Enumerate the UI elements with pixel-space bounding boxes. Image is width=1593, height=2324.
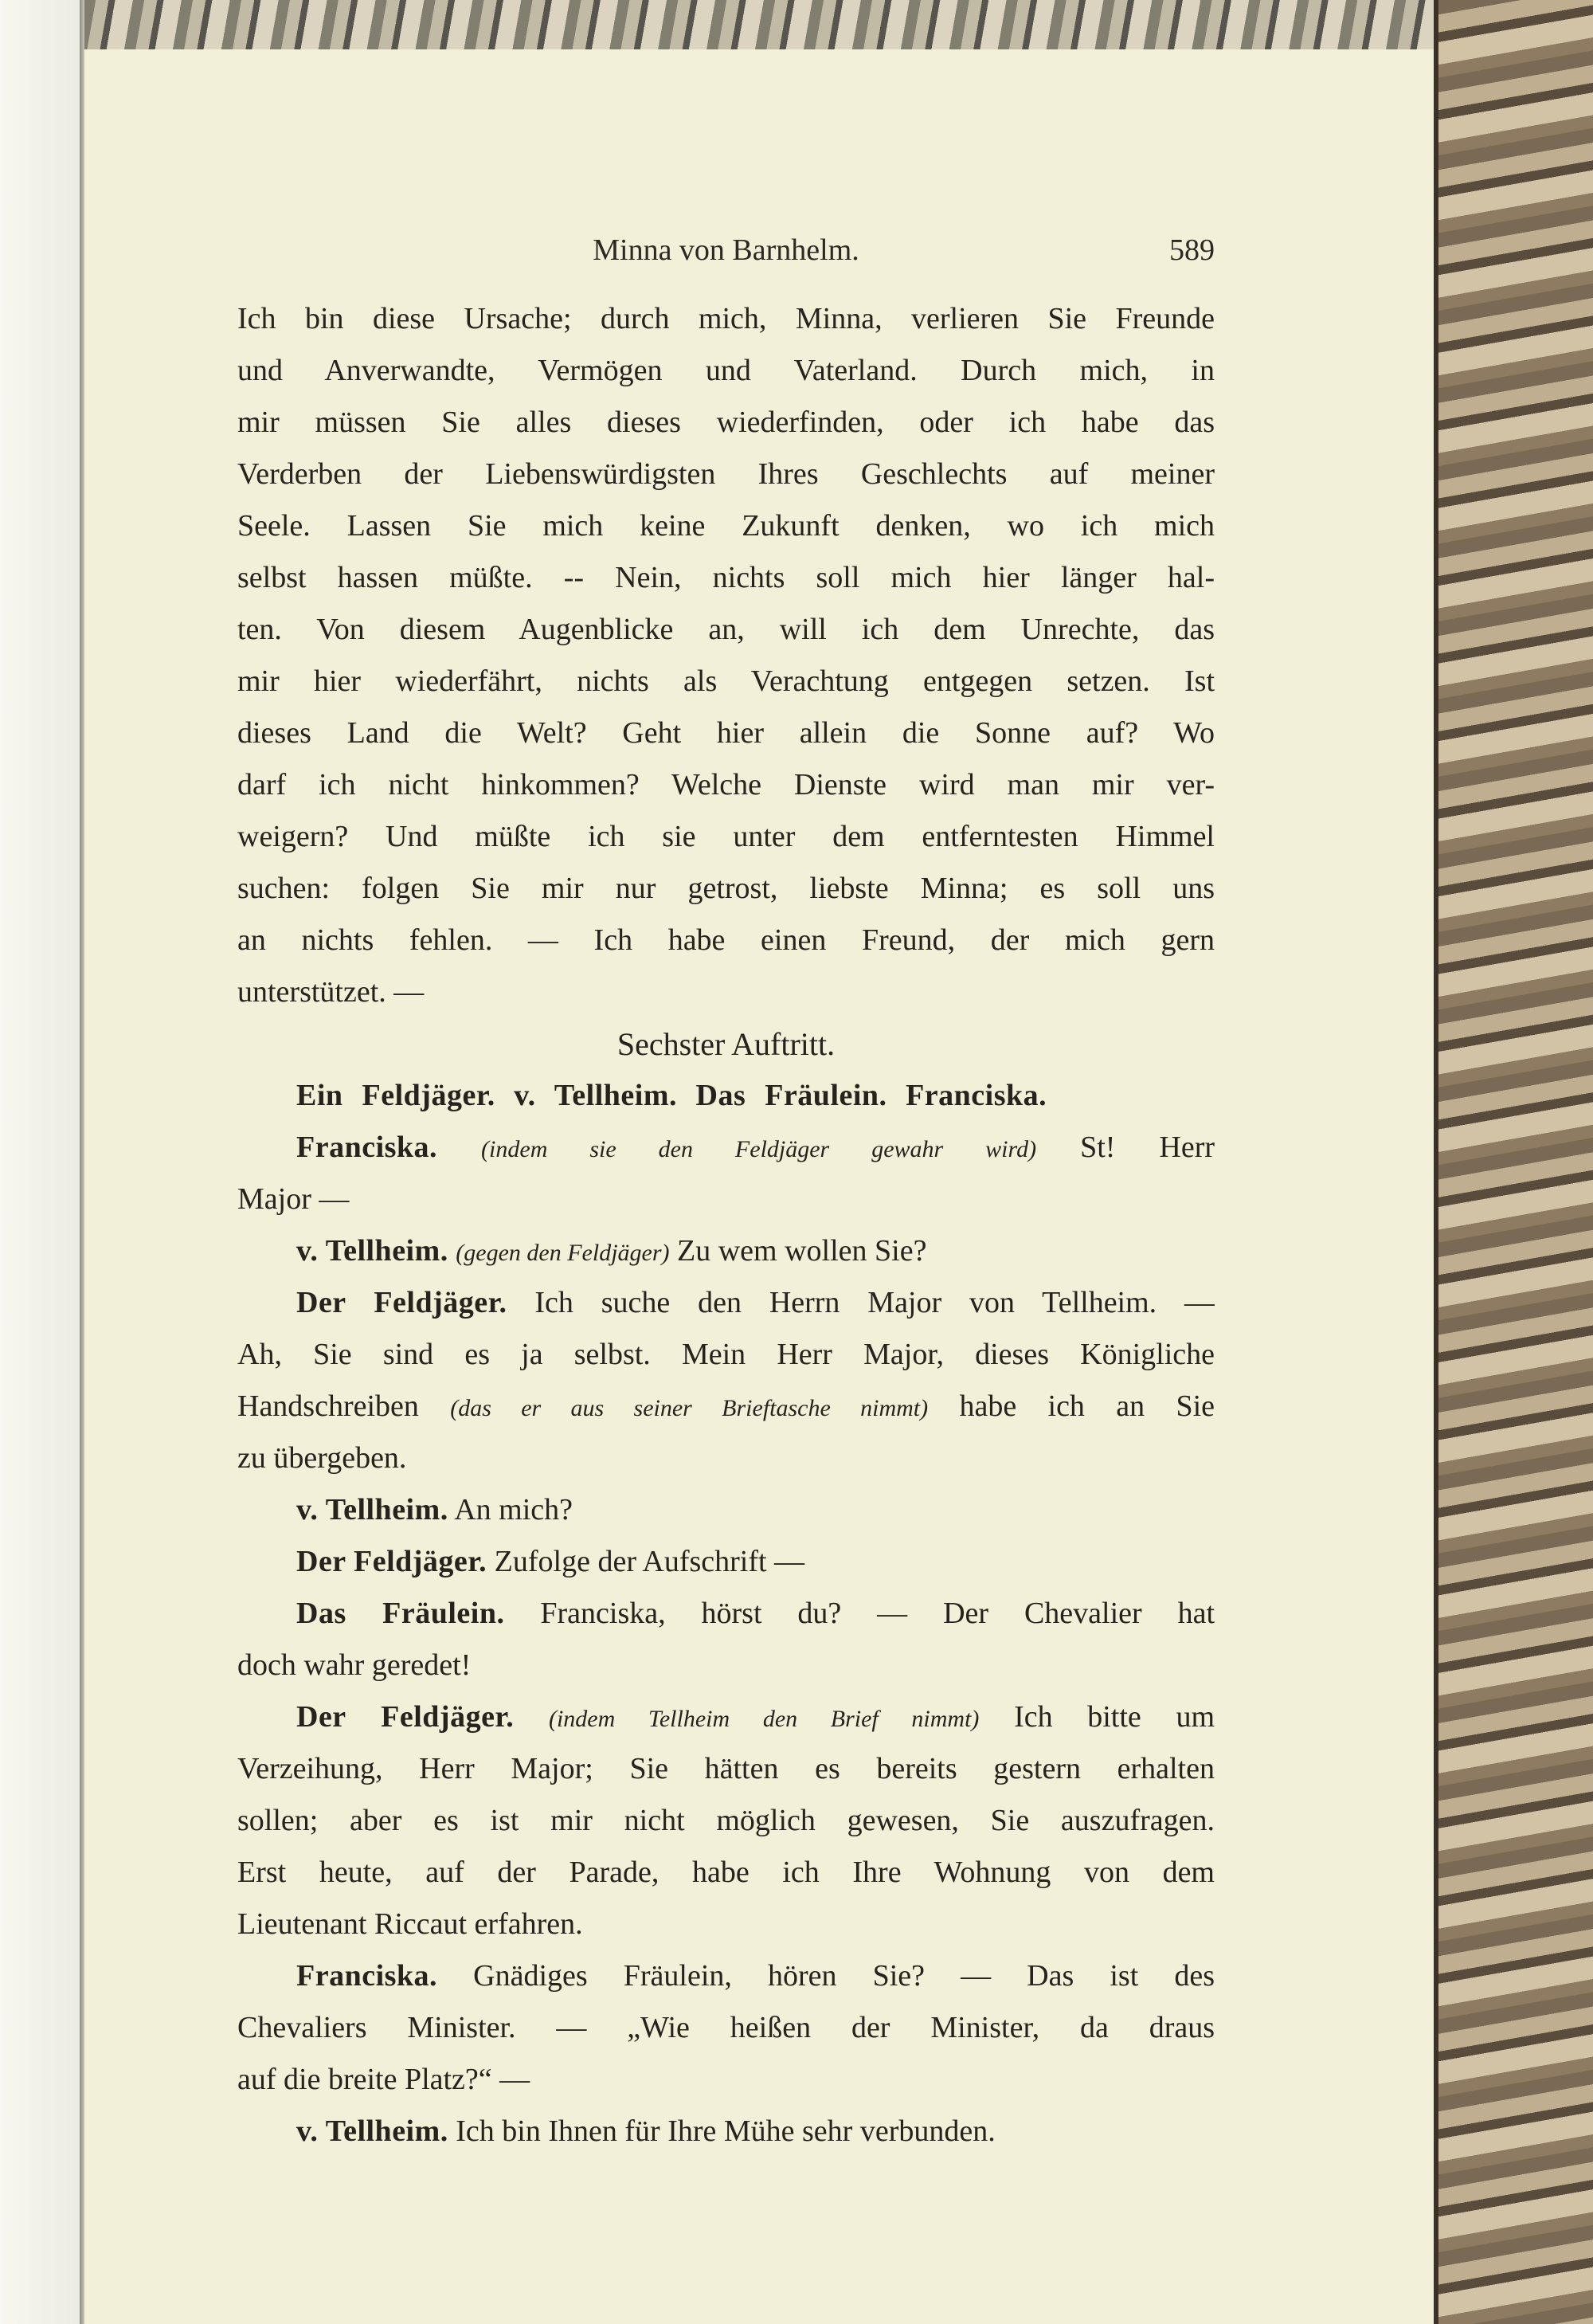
text-line [237,1950,1215,2002]
cast-list [237,1070,1215,1122]
speaker-name: Ein Feldjäger. [296,1079,495,1112]
line-text: Major — [237,1182,350,1216]
line-text: doch wahr geredet! [237,1648,472,1682]
text-line [237,915,1215,966]
text-line [237,552,1215,604]
speaker-name: Das Fräulein. [296,1597,505,1630]
text-line [237,293,1215,345]
speech [237,1691,1215,1950]
speech [237,1225,1215,1277]
scene-heading [237,1018,1215,1070]
speaker-name: Der Feldjäger. [296,1700,515,1734]
text-line [237,500,1215,552]
text-line [237,1277,1215,1329]
marbled-cover [1438,0,1593,2324]
speaker-name: v. Tellheim. [296,2114,448,2148]
text-line [237,449,1215,500]
speaker-name: Der Feldjäger. [296,1286,507,1319]
line-text: unterstützet. — [237,975,425,1009]
line-text: Zufolge der Aufschrift — [494,1545,805,1578]
line-text: Verzeihung, Herr Major; Sie hätten es bereits gestern erhalten [237,1752,1215,1785]
text-line [237,1795,1215,1847]
text-line [237,1432,1215,1484]
line-text: mir müssen Sie alles dieses wiederfinden, oder ich habe das [237,406,1215,439]
speaker-name: v. Tellheim. [514,1079,677,1112]
text-line [237,1588,1215,1640]
line-text: Ich bitte um [1014,1700,1215,1734]
stage-direction: (indem sie den Feldjäger gewahr wird) [481,1136,1037,1162]
text-line [237,1484,1215,1536]
text-line [237,966,1215,1018]
line-text: auf die breite Platz?“ — [237,2063,530,2096]
text-line [237,345,1215,397]
speech [237,1950,1215,2106]
speech [237,1588,1215,1691]
text-line [237,2106,1215,2157]
text-line [237,397,1215,449]
speech [237,1484,1215,1536]
text-line [237,1174,1215,1225]
speech [237,1277,1215,1484]
speech [237,1536,1215,1588]
speaker-name: Franciska. [296,1131,438,1164]
line-text: Erst heute, auf der Parade, habe ich Ihre Wohnung von dem [237,1856,1215,1889]
speaker-name: v. Tellheim. [296,1493,448,1526]
line-text: darf ich nicht hinkommen? Welche Dienste wird man mir ver- [237,768,1215,801]
line-text: St! Herr [1080,1131,1215,1164]
line-text: habe ich an Sie [959,1389,1215,1423]
paragraph [237,293,1215,1018]
line-text: weigern? Und müßte ich sie unter dem entferntesten Himmel [237,820,1215,853]
facing-page-edge [0,0,84,2324]
line-text: und Anverwandte, Vermögen und Vaterland. Durch mich, in [237,354,1215,387]
speaker-name: Franciska. [296,1959,438,1993]
running-head [237,233,1215,280]
text-line [237,811,1215,863]
line-text: mir hier wiederfährt, nichts als Verachtung entgegen setzen. Ist [237,664,1215,698]
stage-direction: (indem Tellheim den Brief nimmt) [548,1706,980,1732]
line-text: Seele. Lassen Sie mich keine Zukunft denken, wo ich mich [237,509,1215,543]
line-text: Zu wem wollen Sie? [677,1234,927,1268]
text-line [237,1070,1215,1122]
line-text: sollen; aber es ist mir nicht möglich gewesen, Sie auszufragen. [237,1804,1215,1837]
speech [237,2106,1215,2157]
line-text: Lieutenant Riccaut erfahren. [237,1907,583,1941]
text-line [237,1743,1215,1795]
speaker-name: Das Fräulein. [695,1079,887,1112]
text-line [237,2054,1215,2106]
text-line [237,2002,1215,2054]
text-line [237,656,1215,707]
text-line [237,759,1215,811]
running-title: Minna von Barnhelm. [593,233,859,267]
text-line [237,1122,1215,1174]
line-text: dieses Land die Welt? Geht hier allein die Sonne auf? Wo [237,716,1215,750]
line-text: suchen: folgen Sie mir nur getrost, liebste Minna; es soll uns [237,872,1215,905]
text-line [237,1691,1215,1743]
line-text: An mich? [454,1493,573,1526]
speaker-name: Franciska. [906,1079,1047,1112]
text-line [237,1329,1215,1381]
line-text: selbst hassen müßte. -- Nein, nichts soll mich hier länger hal- [237,561,1215,594]
line-text: zu übergeben. [237,1441,407,1475]
marbled-top-edge [84,0,1593,49]
line-text: Franciska, hörst du? — Der Chevalier hat [540,1597,1215,1630]
stage-direction: (gegen den Feldjäger) [456,1240,670,1266]
line-text: Handschreiben [237,1389,419,1423]
line-text: Ah, Sie sind es ja selbst. Mein Herr Major, dieses Königliche [237,1338,1215,1371]
line-text: Chevaliers Minister. — „Wie heißen der Minister, da draus [237,2011,1215,2044]
line-text: Sechster Auftritt. [616,1026,836,1062]
line-text: Ich bin Ihnen für Ihre Mühe sehr verbunden. [456,2114,996,2148]
text-line [237,1640,1215,1691]
text-line [237,1018,1215,1070]
line-text: Gnädiges Fräulein, hören Sie? — Das ist des [473,1959,1215,1993]
line-text: Verderben der Liebenswürdigsten Ihres Geschlechts auf meiner [237,457,1215,491]
text-line [237,863,1215,915]
speaker-name: v. Tellheim. [296,1234,448,1268]
line-text: Ich suche den Herrn Major von Tellheim. — [534,1286,1215,1319]
text-line [237,1381,1215,1432]
text-line [237,1847,1215,1899]
line-text: an nichts fehlen. — Ich habe einen Freund, der mich gern [237,923,1215,957]
text-line [237,1225,1215,1277]
text-line [237,707,1215,759]
text-line [237,1899,1215,1950]
text-line [237,604,1215,656]
speech [237,1122,1215,1225]
page-number: 589 [1169,233,1215,267]
stage-direction: (das er aus seiner Brieftasche nimmt) [450,1395,929,1421]
line-text: Ich bin diese Ursache; durch mich, Minna, verlieren Sie Freunde [237,302,1215,335]
text-line [237,1536,1215,1588]
line-text: ten. Von diesem Augenblicke an, will ich dem Unrechte, das [237,613,1215,646]
page-text [237,293,1215,2157]
speaker-name: Der Feldjäger. [296,1545,487,1578]
